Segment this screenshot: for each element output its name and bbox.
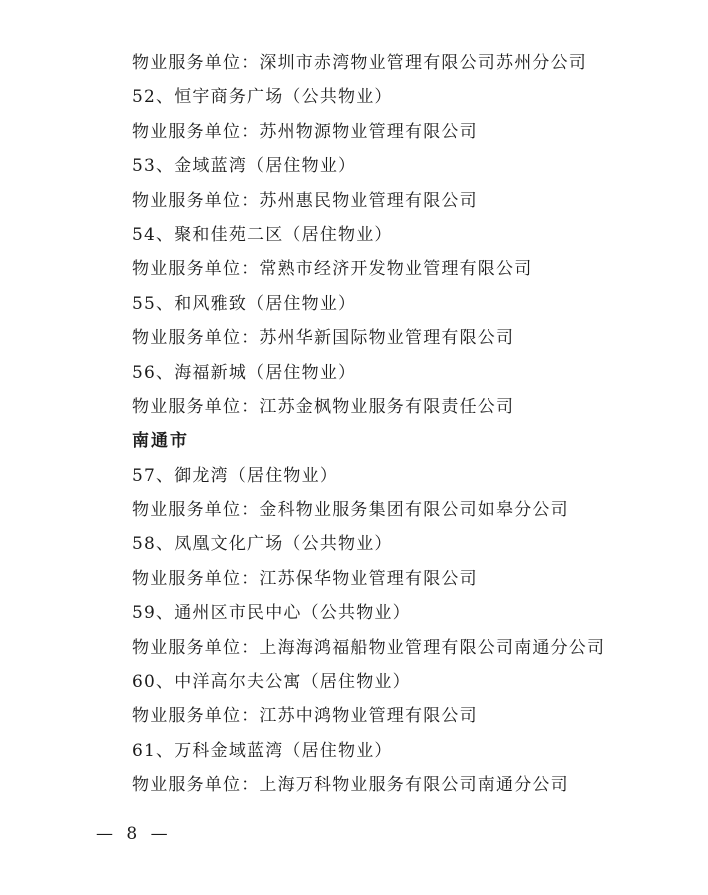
property-item-line: 55、和风雅致（居住物业）: [132, 293, 357, 314]
service-unit-line: 物业服务单位：苏州华新国际物业管理有限公司: [132, 328, 515, 349]
property-item-line: 60、中洋高尔夫公寓（居住物业）: [132, 672, 411, 693]
property-item-line: 54、聚和佳苑二区（居住物业）: [132, 224, 393, 245]
property-item-line: 53、金域蓝湾（居住物业）: [132, 156, 357, 177]
service-unit-line: 物业服务单位：江苏保华物业管理有限公司: [132, 568, 478, 589]
property-item-line: 58、凤凰文化广场（公共物业）: [132, 534, 393, 555]
property-item-line: 61、万科金域蓝湾（居住物业）: [132, 740, 393, 761]
property-item-line: 52、恒宇商务广场（公共物业）: [132, 87, 393, 108]
service-unit-line: 物业服务单位：金科物业服务集团有限公司如皋分公司: [132, 500, 569, 521]
service-unit-line: 物业服务单位：常熟市经济开发物业管理有限公司: [132, 259, 533, 280]
service-unit-line: 物业服务单位：苏州物源物业管理有限公司: [132, 121, 478, 142]
text-lines: [0, 46, 708, 803]
city-heading: 南通市: [132, 431, 189, 452]
service-unit-line: 物业服务单位：苏州惠民物业管理有限公司: [132, 190, 478, 211]
service-unit-line: 物业服务单位：上海海鸿福船物业管理有限公司南通分公司: [132, 637, 606, 658]
page-number: — 8 —: [96, 824, 172, 844]
service-unit-line: 物业服务单位：深圳市赤湾物业管理有限公司苏州分公司: [132, 53, 587, 73]
service-unit-line: 物业服务单位：上海万科物业服务有限公司南通分公司: [132, 775, 569, 796]
service-unit-line: 物业服务单位：江苏金枫物业服务有限责任公司: [132, 396, 515, 417]
property-item-line: 59、通州区市民中心（公共物业）: [132, 603, 411, 624]
service-unit-line: 物业服务单位：江苏中鸿物业管理有限公司: [132, 706, 478, 727]
property-item-line: 57、御龙湾（居住物业）: [132, 465, 339, 486]
property-item-line: 56、海福新城（居住物业）: [132, 362, 357, 383]
